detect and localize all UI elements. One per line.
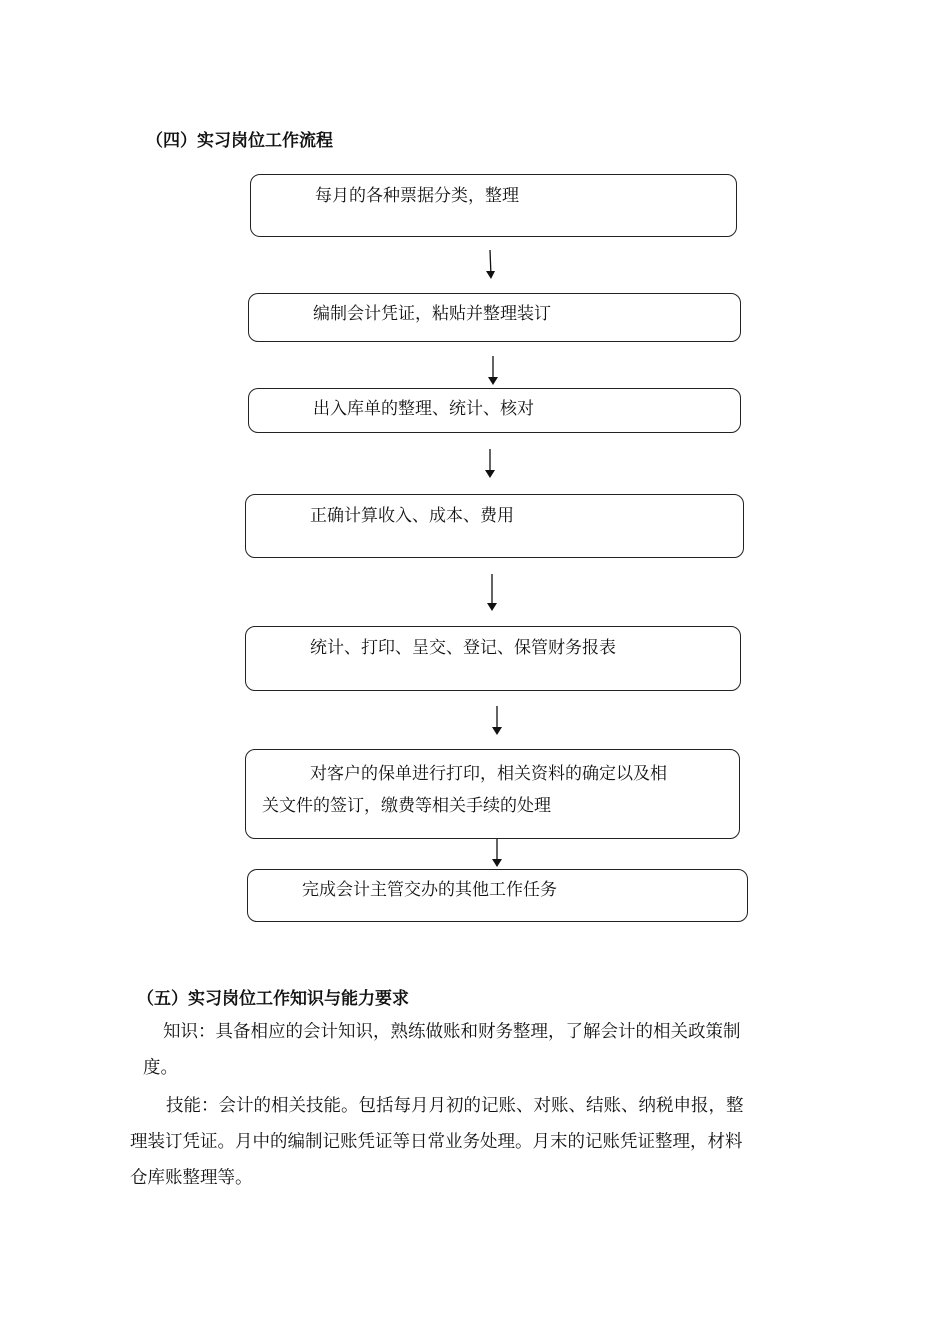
flow-step-2-text: 编制会计凭证，粘贴并整理装订 [313,304,551,324]
arrow-down-icon [480,447,500,487]
flow-step-6-text-line1: 对客户的保单进行打印，相关资料的确定以及相 [310,764,667,784]
flow-step-6 [245,749,740,839]
flow-step-5 [245,626,741,691]
flow-step-7-text: 完成会计主管交办的其他工作任务 [302,880,557,900]
arrow-down-icon [481,248,501,288]
flow-step-1-text: 每月的各种票据分类，整理 [315,186,519,206]
arrow-down-icon [487,704,507,744]
skills-line-1: 技能：会计的相关技能。包括每月月初的记账、对账、结账、纳税申报，整 [166,1096,744,1116]
arrow-down-icon [482,572,502,618]
flow-step-5-text: 统计、打印、呈交、登记、保管财务报表 [310,638,616,658]
flow-step-2 [248,293,741,342]
section4-heading: （四）实习岗位工作流程 [146,131,333,151]
flow-step-4-text: 正确计算收入、成本、费用 [310,506,514,526]
knowledge-line-2: 度。 [143,1058,178,1078]
section5-heading: （五）实习岗位工作知识与能力要求 [137,989,409,1009]
flow-step-1 [250,174,737,237]
flow-step-3-text: 出入库单的整理、统计、核对 [313,399,534,419]
flow-step-4 [245,494,744,558]
flow-step-7 [247,869,748,922]
knowledge-line-1: 知识：具备相应的会计知识，熟练做账和财务整理，了解会计的相关政策制 [163,1022,741,1042]
skills-line-2: 理装订凭证。月中的编制记账凭证等日常业务处理。月末的记账凭证整理，材料 [130,1132,743,1152]
flow-step-3 [248,388,741,433]
skills-line-3: 仓库账整理等。 [130,1168,253,1188]
flow-step-6-text-line2: 关文件的签订，缴费等相关手续的处理 [262,796,551,816]
